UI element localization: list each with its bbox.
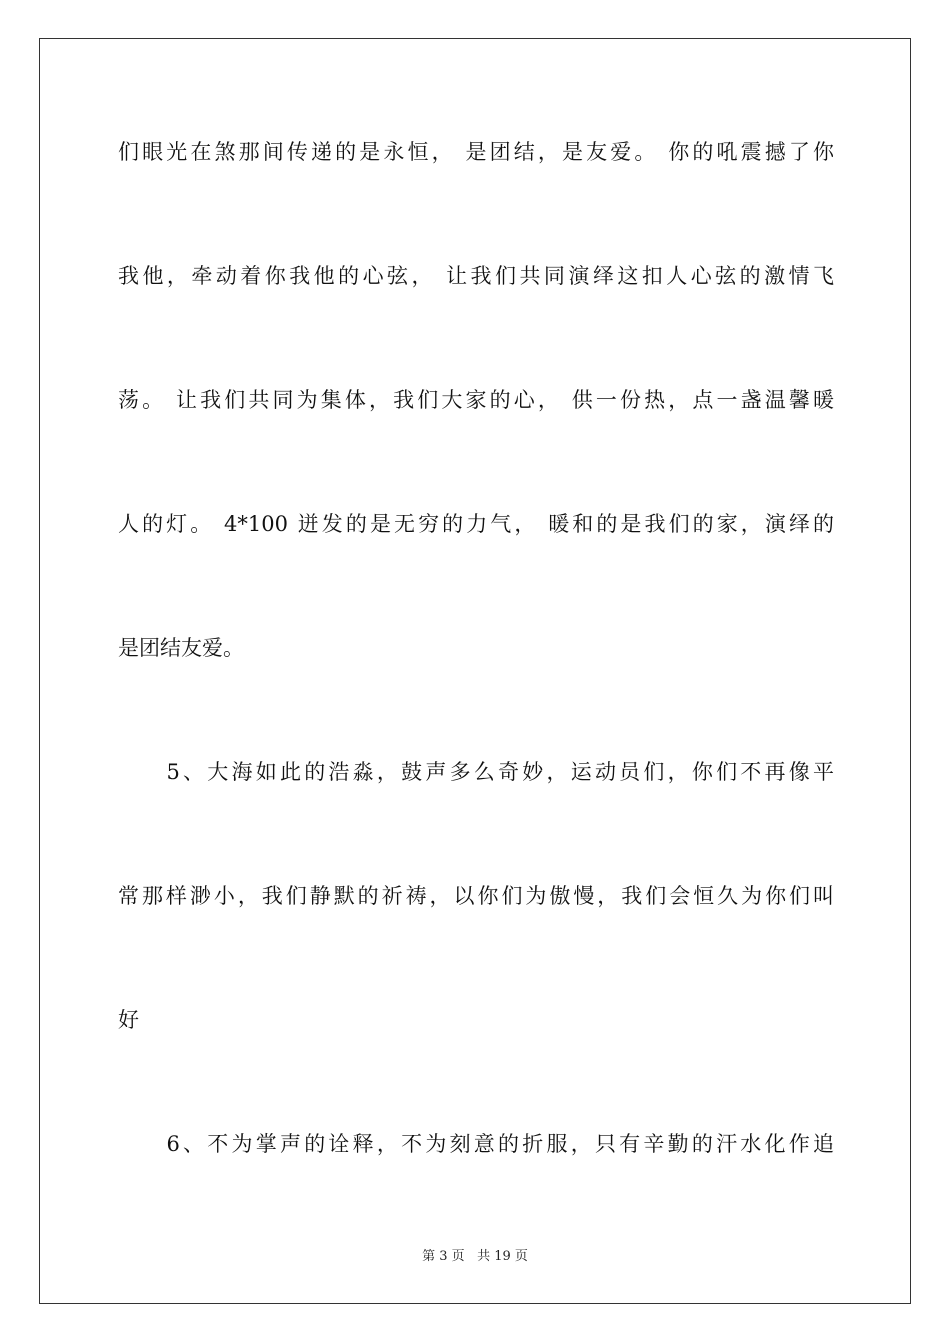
body-text-line: 是团结友爱。 bbox=[118, 636, 244, 660]
body-text-line: 们眼光在煞那间传递的是永恒， 是团结，是友爱。 你的吼震撼了你 bbox=[118, 140, 834, 164]
body-text-line: 常那样渺小，我们静默的祈祷，以你们为傲慢，我们会恒久为你们叫 bbox=[118, 884, 834, 908]
body-text-line: 我他，牵动着你我他的心弦， 让我们共同演绎这扣人心弦的激情飞 bbox=[118, 264, 834, 288]
body-text-line: 6、不为掌声的诠释，不为刻意的折服，只有辛勤的汗水化作追 bbox=[118, 1132, 834, 1156]
body-text-line: 人的灯。 4*100 迸发的是无穷的力气， 暖和的是我们的家，演绎的 bbox=[118, 512, 834, 536]
page-number: 第 3 页 bbox=[422, 1249, 465, 1264]
body-text-line: 荡。 让我们共同为集体，我们大家的心， 供一份热，点一盏温馨暖 bbox=[118, 388, 834, 412]
body-text-line: 5、大海如此的浩淼，鼓声多么奇妙，运动员们，你们不再像平 bbox=[118, 760, 834, 784]
body-text-line: 好 bbox=[118, 1008, 139, 1032]
page-total: 共 19 页 bbox=[477, 1249, 528, 1264]
page-border bbox=[39, 38, 911, 1304]
page-footer bbox=[0, 1249, 950, 1265]
